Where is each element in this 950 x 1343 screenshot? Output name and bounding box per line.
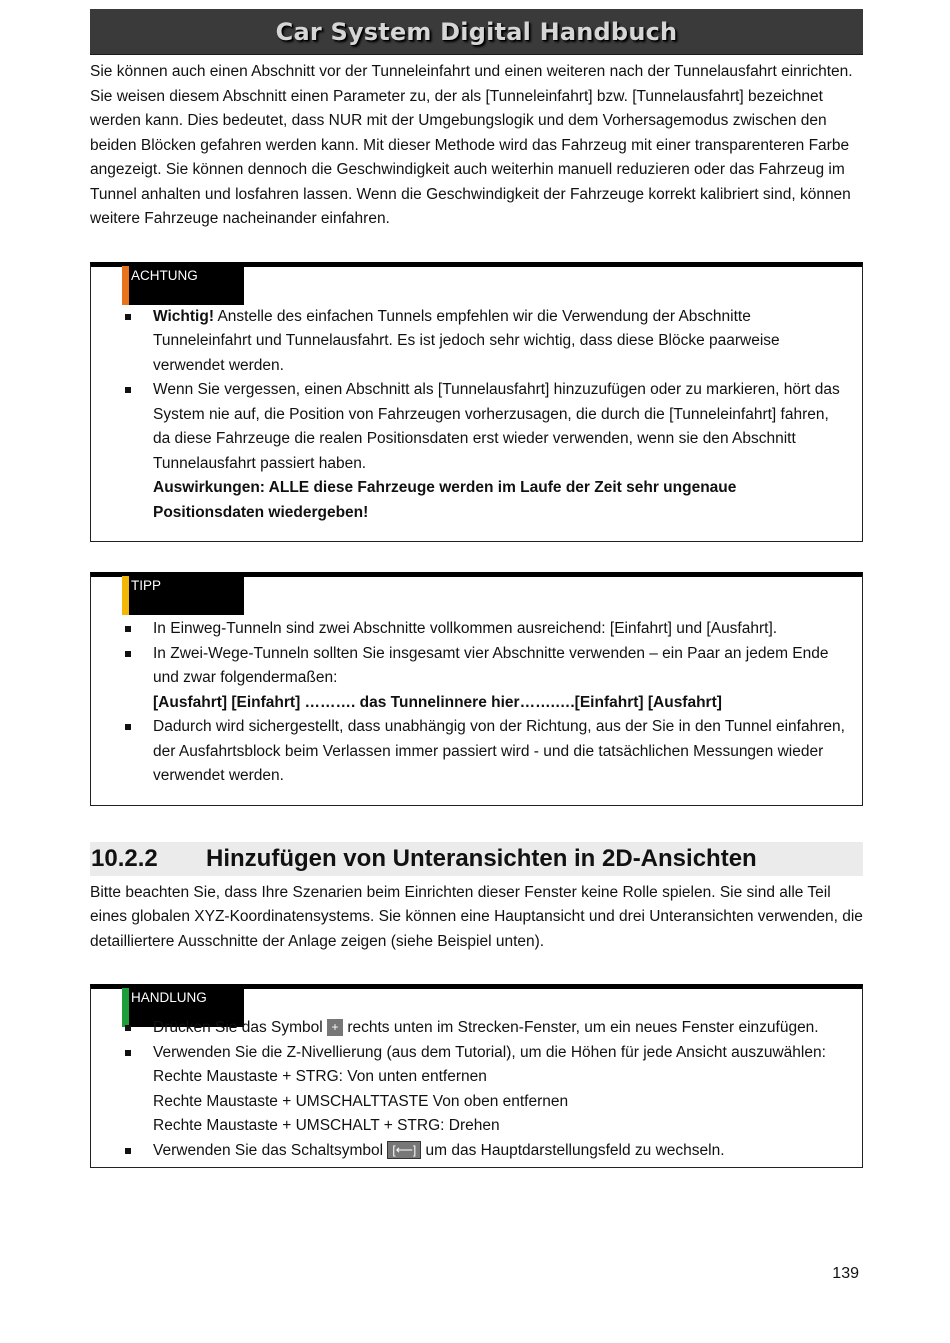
intro-paragraph: Sie können auch einen Abschnitt vor der Tunneleinfahrt und einen weiteren nach der Tunnelausfahrt einrichten. Sie weisen diesem Abschnitt einen Parameter zu, der als [Tunneleinfahrt] bzw. [Tunnelausfahrt] bezeichnet werden kann. Dies bedeutet, dass NUR mit der Umgebungslogik und dem Vorhersagemodus zwischen den beiden Blöcken gefahren werden kann. Mit dieser Methode wird das Fahrzeug mit einer transparenteren Farbe angezeigt. Sie können dennoch die Geschwindigkeit auch weiterhin manuell reduzieren oder das Fahrzeug im Tunnel anhalten und losfahren lassen. Wenn die Geschwindigkeit der Fahrzeuge korrekt kalibriert sind, können weitere Fahrzeuge nacheinander einfahren. — [90, 63, 853, 227]
bullet-square-icon — [125, 1025, 131, 1031]
page-number: 139 — [832, 1265, 859, 1282]
bullet-square-icon — [125, 651, 131, 657]
bullet-square-icon — [125, 314, 131, 320]
tip-label: TIPP — [131, 578, 162, 593]
warning-stripe — [122, 266, 129, 305]
section-paragraph: Bitte beachten Sie, dass Ihre Szenarien beim Einrichten dieser Fenster keine Rolle spielen. Sie sind alle Teil eines globalen XYZ-Koordinatensystems. Sie können eine Hauptansicht und drei Unteransichten verwenden, die detailliertere Ausschnitte der Anlage zeigen (siehe Beispiel unten). — [90, 883, 863, 950]
list-item: Verwenden Sie die Z-Nivellierung (aus dem Tutorial), um die Höhen für jede Ansicht auszuwählen: Rechte Maustaste + STRG: Von unten entfernen Rechte Maustaste + UMSCHALTTASTE Von oben entfernen Rechte Maustaste + UMSCHALT + STRG: Drehen — [121, 1041, 848, 1139]
shortcut-line: Rechte Maustaste + UMSCHALT + STRG: Drehen — [153, 1117, 500, 1134]
list-item: Wenn Sie vergessen, einen Abschnitt als [Tunnelausfahrt] hinzuzufügen oder zu markieren, hört das System nie auf, die Position von Fahrzeugen vorherzusagen, die durch die [Tunneleinfahrt] fahren, da diese Fahrzeuge die realen Positionsdaten erst wieder verwenden, wenn sie den Abschnitt Tunnelausfahrt passiert haben. Auswirkungen: ALLE diese Fahrzeuge werden im Laufe der Zeit sehr ungenaue Positionsdaten wiedergeben! — [121, 378, 848, 525]
list-item: Dadurch wird sichergestellt, dass unabhängig von der Richtung, aus der Sie in den Tunnel einfahren, der Ausfahrtsblock beim Verlassen immer passiert wird - und die tatsächlichen Messungen wieder verwendet werden. — [121, 715, 848, 789]
action-label: HANDLUNG — [131, 990, 207, 1005]
tip-stripe — [122, 576, 129, 615]
warning-box-tab — [122, 262, 244, 305]
warning-box — [90, 262, 863, 543]
tip-box-tab — [122, 572, 244, 615]
document-title: Car System Digital Handbuch — [275, 17, 678, 46]
bullet-square-icon — [125, 1148, 131, 1154]
tunnel-sequence: [Ausfahrt] [Einfahrt] ………. das Tunnelinnere hier…….….[Einfahrt] [Ausfahrt] — [153, 693, 722, 711]
plus-icon: + — [327, 1019, 343, 1036]
warning-label: ACHTUNG — [131, 267, 198, 283]
bullet-square-icon — [125, 387, 131, 393]
switch-arrow-icon: [⟵] — [387, 1141, 421, 1159]
bullet-square-icon — [125, 724, 131, 730]
list-item: In Zwei-Wege-Tunneln sollten Sie insgesamt vier Abschnitte verwenden – ein Paar an jedem Ende und zwar folgendermaßen: [Ausfahrt] [Einfahrt] ………. das Tunnelinnere hier…….….[Einfahrt] [Ausfahrt] — [121, 642, 848, 716]
warning-box-frame — [90, 262, 863, 543]
list-item: Wichtig! Anstelle des einfachen Tunnels empfehlen wir die Verwendung der Abschnitte Tunneleinfahrt und Tunnelausfahrt. Es ist jedoch sehr wichtig, dass diese Blöcke paarweise verwendet werden. — [121, 305, 848, 379]
section-number: 10.2.2 — [91, 844, 158, 872]
list-item: Drücken Sie das Symbol + rechts unten im Strecken-Fenster, um ein neues Fenster einzufügen. — [121, 1016, 848, 1041]
list-item: Verwenden Sie das Schaltsymbol [⟵] um das Hauptdarstellungsfeld zu wechseln. — [121, 1139, 848, 1164]
bullet-square-icon — [125, 1050, 131, 1056]
list-item: In Einweg-Tunneln sind zwei Abschnitte vollkommen ausreichend: [Einfahrt] und [Ausfahrt]. — [121, 617, 848, 642]
consequence-note: Auswirkungen: ALLE diese Fahrzeuge werden im Laufe der Zeit sehr ungenaue Positionsdaten wiedergeben! — [153, 479, 737, 521]
section-title: Hinzufügen von Unteransichten in 2D-Ansichten — [206, 844, 757, 872]
tip-box — [90, 572, 863, 806]
action-box — [90, 984, 863, 1168]
section-heading — [90, 842, 863, 876]
page — [90, 9, 863, 1168]
shortcut-line: Rechte Maustaste + STRG: Von unten entfernen — [153, 1068, 487, 1085]
header-bar — [90, 9, 863, 55]
bullet-square-icon — [125, 626, 131, 632]
shortcut-line: Rechte Maustaste + UMSCHALTTASTE Von oben entfernen — [153, 1092, 569, 1110]
